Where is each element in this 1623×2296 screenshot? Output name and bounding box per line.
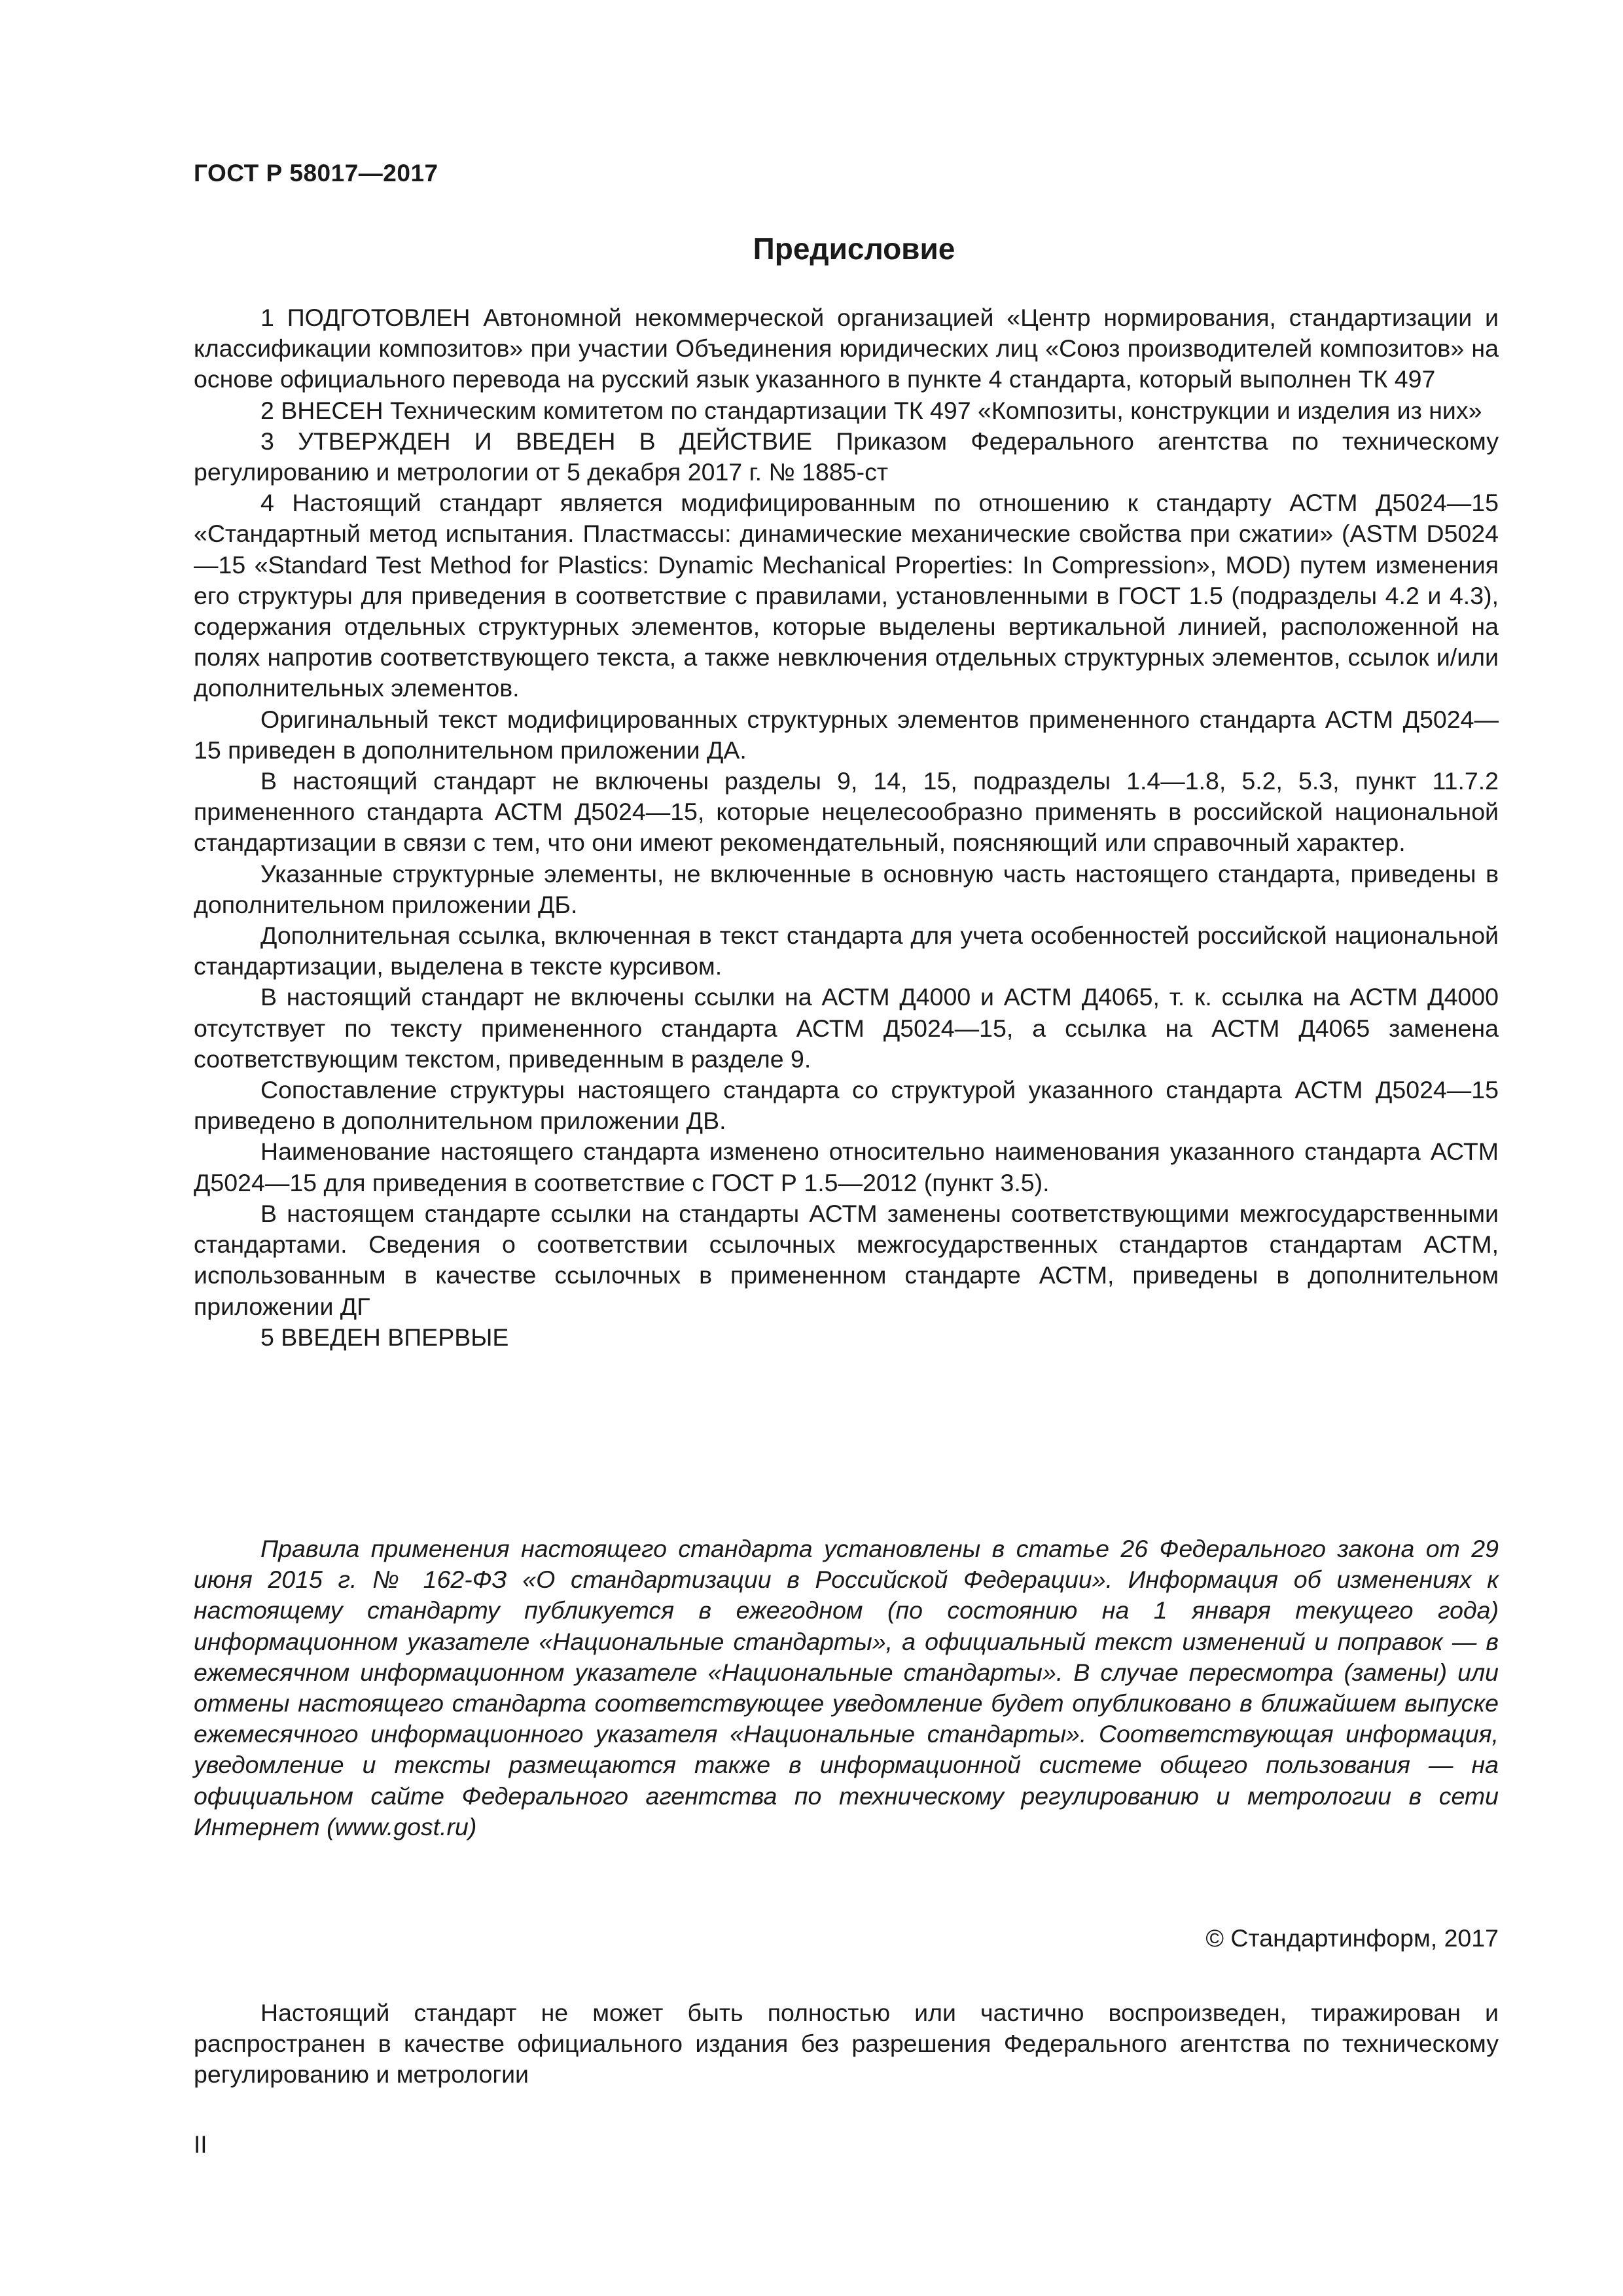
paragraph-approved: 3 УТВЕРЖДЕН И ВВЕДЕН В ДЕЙСТВИЕ Приказом Федерального агентства по техническому регулированию и метрологии от 5 декабря 2017 г. № 1885-ст xyxy=(194,427,1499,486)
paragraph-title-change: Наименование настоящего стандарта изменено относительно наименования указанного стандарта АСТМ Д5024—15 для приведения в соответствие с ГОСТ Р 1.5—2012 (пункт 3.5). xyxy=(194,1138,1499,1196)
rules-notice: Правила применения настоящего стандарта установлены в статье 26 Федерального закона от 29 июня 2015 г. № 162-ФЗ «О стандартизации в Российской Федерации». Информация об изменениях к настоящему стандарту публикуется в ежегодном (по состоянию на 1 января текущего года) информационном указателе «Национальные стандарты», а официальный текст изменений и поправок — в ежемесячном информационном указателе «Национальные стандарты». В случае пересмотра (замены) или отмены настоящего стандарта соответствующее уведомление будет опубликовано в ближайшем выпуске ежемесячного информационного указателя «Национальные стандарты». Соответствующая информация, уведомление и тексты размещаются также в информационной системе общего пользования — на официальном сайте Федерального агентства по техническому регулированию и метрологии в сети Интернет (www.gost.ru) xyxy=(194,1535,1499,1840)
paragraph-reference-replacement: В настоящем стандарте ссылки на стандарты АСТМ заменены соответствующими межгосударственными стандартами. Сведения о соответствии ссылочных межгосударственных стандартов стандартам АСТМ, использованным в качестве ссылочных в примененном стандарте АСТМ, приведены в дополнительном приложении ДГ xyxy=(194,1199,1499,1320)
paragraph-modified-standard: 4 Настоящий стандарт является модифицированным по отношению к стандарту АСТМ Д5024—15 «Стандартный метод испытания. Пластмассы: динамические механические свойства при сжатии» (ASTM D5024—15 «Standard Test Method for Plastics: Dynamic Mechanical Properties: In Compression», MOD) путем изменения его структуры для приведения в соответствие с правилами, установленными в ГОСТ 1.5 (подразделы 4.2 и 4.3), содержания отдельных структурных элементов, которые выделены вертикальной линией, расположенной на полях напротив соответствующего текста, а также невключения отдельных структурных элементов, ссылок и/или дополнительных элементов. xyxy=(194,489,1499,702)
page-number: II xyxy=(194,2131,207,2158)
section-heading: Предисловие xyxy=(753,232,955,266)
paragraph-excluded-references: В настоящий стандарт не включены ссылки на АСТМ Д4000 и АСТМ Д4065, т. к. ссылка на АСТМ Д4000 отсутствует по тексту примененного стандарта АСТМ Д5024—15, а ссылка на АСТМ Д4065 заменена соответствующим текстом, приведенным в разделе 9. xyxy=(194,983,1499,1073)
paragraph-structure-comparison: Сопоставление структуры настоящего стандарта со структурой указанного стандарта АСТМ Д5024—15 приведено в дополнительном приложении ДВ. xyxy=(194,1076,1499,1135)
paragraph-submitted-by: 2 ВНЕСЕН Техническим комитетом по стандартизации ТК 497 «Композиты, конструкции и изделия из них» xyxy=(260,396,1482,424)
paragraph-excluded-elements: Указанные структурные элементы, не включенные в основную часть настоящего стандарта, приведены в дополнительном приложении ДБ. xyxy=(194,859,1499,918)
copyright-line: © Стандартинформ, 2017 xyxy=(1205,1924,1499,1952)
paragraph-additional-reference: Дополнительная ссылка, включенная в текст стандарта для учета особенностей российской национальной стандартизации, выделена в тексте курсивом. xyxy=(194,922,1499,980)
preface-body xyxy=(194,302,1499,1353)
reproduction-notice: Настоящий стандарт не может быть полностью или частично воспроизведен, тиражирован и распространен в качестве официального издания без разрешения Федерального агентства по техническому регулированию и метрологии xyxy=(194,1999,1499,2089)
paragraph-prepared-by: 1 ПОДГОТОВЛЕН Автономной некоммерческой организацией «Центр нормирования, стандартизации и классификации композитов» при участии Объединения юридических лиц «Союз производителей композитов» на основе официального перевода на русский язык указанного в пункте 4 стандарта, который выполнен ТК 497 xyxy=(194,304,1499,393)
paragraph-excluded-sections: В настоящий стандарт не включены разделы 9, 14, 15, подразделы 1.4—1.8, 5.2, 5.3, пункт 11.7.2 примененного стандарта АСТМ Д5024—15, которые нецелесообразно применять в российской национальной стандартизации в связи с тем, что они имеют рекомендательный, поясняющий или справочный характер. xyxy=(194,767,1499,857)
paragraph-introduced-first: 5 ВВЕДЕН ВПЕРВЫЕ xyxy=(260,1323,509,1351)
document-code: ГОСТ Р 58017—2017 xyxy=(194,160,438,187)
paragraph-original-text: Оригинальный текст модифицированных структурных элементов примененного стандарта АСТМ Д5024—15 приведен в дополнительном приложении ДА. xyxy=(194,705,1499,764)
